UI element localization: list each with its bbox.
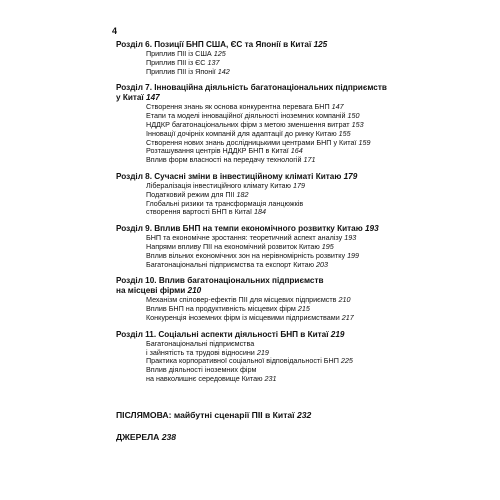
section-title-text: Розділ 9. Вплив БНП на темпи економічного розвитку Китаю [116, 224, 363, 234]
toc-item-text: Вплив діяльності іноземних фірм [146, 365, 257, 375]
toc-item-page: 164 [290, 146, 303, 156]
toc-section [116, 224, 406, 269]
toc-item-text: Вплив форм власності на передачу технологій [146, 155, 302, 165]
toc-item-page: 142 [217, 66, 230, 76]
toc-section [116, 172, 406, 217]
toc-item-text: БНП та економічне зростання: теоретичний аспект аналізу [146, 233, 343, 243]
toc-item-text: Створення нових знань дослідницькими центрами БНП у Китаї [146, 137, 357, 147]
toc-item-text: Напрями впливу ПІІ на економічний розвиток Китаю [146, 241, 320, 251]
toc-item-page: 225 [340, 356, 353, 366]
section-page: 193 [365, 224, 379, 234]
toc-item-text: створення вартості БНП в Китаї [146, 207, 252, 217]
section-title-text: Розділ 8. Сучасні зміни в інвестиційному кліматі Китаю [116, 171, 342, 181]
toc-item-text: Конкуренція іноземних фірм із місцевими підприємствами [146, 312, 340, 322]
toc-item-text: Багатонаціональні підприємства [146, 338, 255, 348]
toc-item-text: і зайнятість та трудові відносини [146, 347, 255, 357]
toc-section [116, 330, 406, 384]
toc-item [146, 314, 406, 323]
toc-item-page: 215 [297, 304, 310, 314]
toc-item-text: Багатонаціональні підприємства та експорт Китаю [146, 259, 315, 269]
toc-section [116, 276, 406, 322]
toc-item-text: Механізм спіловер-ефектів ПІІ для місцевих підприємств [146, 295, 337, 305]
toc-item-text: Розташування центрів НДДКР БНП в Китаї [146, 146, 289, 156]
toc-item-text: на навколишнє середовище Китаю [146, 373, 263, 383]
toc-item-page: 179 [292, 180, 305, 190]
toc-item-page: 184 [254, 207, 266, 217]
toc-item-page: 137 [207, 57, 220, 67]
toc-item [146, 156, 406, 165]
toc-item-page: 171 [303, 155, 316, 165]
toc-item-page: 147 [331, 102, 344, 112]
toc-section [116, 40, 406, 76]
sources-page: 238 [161, 432, 177, 442]
afterword-entry [116, 410, 311, 421]
section-page: 179 [343, 171, 358, 181]
toc-item-text: Приплив ПІІ із ЄС [146, 57, 206, 67]
toc-item-page: 155 [338, 128, 351, 138]
sources-entry [116, 432, 176, 443]
toc-section [116, 83, 406, 165]
toc-item-page: 203 [316, 259, 329, 269]
toc-item [146, 208, 406, 217]
section-title [116, 276, 406, 286]
table-of-contents [116, 40, 406, 391]
toc-item-page: 219 [256, 347, 269, 357]
toc-item-page: 217 [341, 312, 354, 322]
toc-item-text: Глобальні ризики та трансформація ланцюжків [146, 198, 304, 208]
toc-item [146, 68, 406, 77]
toc-item-page: 150 [347, 111, 360, 121]
toc-item-text: Практика корпоративної соціальної відповідальності БНП [146, 356, 339, 366]
section-title-text: Розділ 10. Вплив багатонаціональних підприємств [116, 276, 324, 286]
toc-item-page: 195 [321, 241, 334, 251]
section-page: 219 [330, 329, 345, 339]
section-title-text: у Китаї [116, 93, 144, 103]
toc-item-text: Приплив ПІІ із Японії [146, 66, 216, 76]
afterword-title: ПІСЛЯМОВА: майбутні сценарії ПІІ в Китаї [116, 410, 295, 420]
toc-item-page: 193 [344, 233, 357, 243]
section-title [116, 83, 406, 93]
page-number: 4 [112, 26, 118, 36]
toc-item-page: 153 [351, 119, 364, 129]
toc-item-page: 199 [347, 250, 360, 260]
toc-item-text: Вплив БНП на продуктивність місцевих фірм [146, 304, 296, 314]
toc-item-text: Вплив вільних економічних зон на нерівномірність розвитку [146, 250, 346, 260]
toc-item-text: Податковий режим для ПІІ [146, 189, 235, 199]
toc-item-page: 125 [213, 49, 226, 58]
toc-item-page: 182 [236, 189, 249, 199]
section-title-text: Розділ 7. Інноваційна діяльність багатонаціональних підприємств [116, 83, 387, 93]
section-title-text: на місцеві фірми [116, 286, 186, 296]
toc-item-text: Приплив ПІІ із США [146, 49, 212, 58]
toc-item-text: Лібералізація інвестиційного клімату Китаю [146, 180, 291, 190]
section-title-text: Розділ 11. Соціальні аспекти діяльності БНП в Китаї [116, 329, 329, 339]
toc-item [146, 261, 406, 270]
toc-item-text: Етапи та моделі інноваційної діяльності іноземних компаній [146, 111, 346, 121]
toc-item [146, 375, 406, 384]
section-page: 125 [313, 40, 328, 49]
section-title-text: Розділ 6. Позиції БНП США, ЄС та Японії в Китаї [116, 40, 312, 49]
afterword-page: 232 [297, 410, 312, 420]
toc-item-page: 159 [358, 137, 371, 147]
sources-title: ДЖЕРЕЛА [116, 432, 160, 442]
toc-item-text: НДДКР багатонаціональних фірм з метою зменшення витрат [146, 119, 350, 129]
section-page: 147 [146, 93, 160, 103]
toc-item-text: Інновації дочірніх компаній для адаптації до ринку Китаю [146, 128, 337, 138]
toc-item-page: 231 [264, 373, 277, 383]
toc-item-text: Створення знань як основа конкурентна перевага БНП [146, 102, 330, 112]
toc-item-page: 210 [338, 295, 351, 305]
section-page: 210 [187, 286, 202, 296]
